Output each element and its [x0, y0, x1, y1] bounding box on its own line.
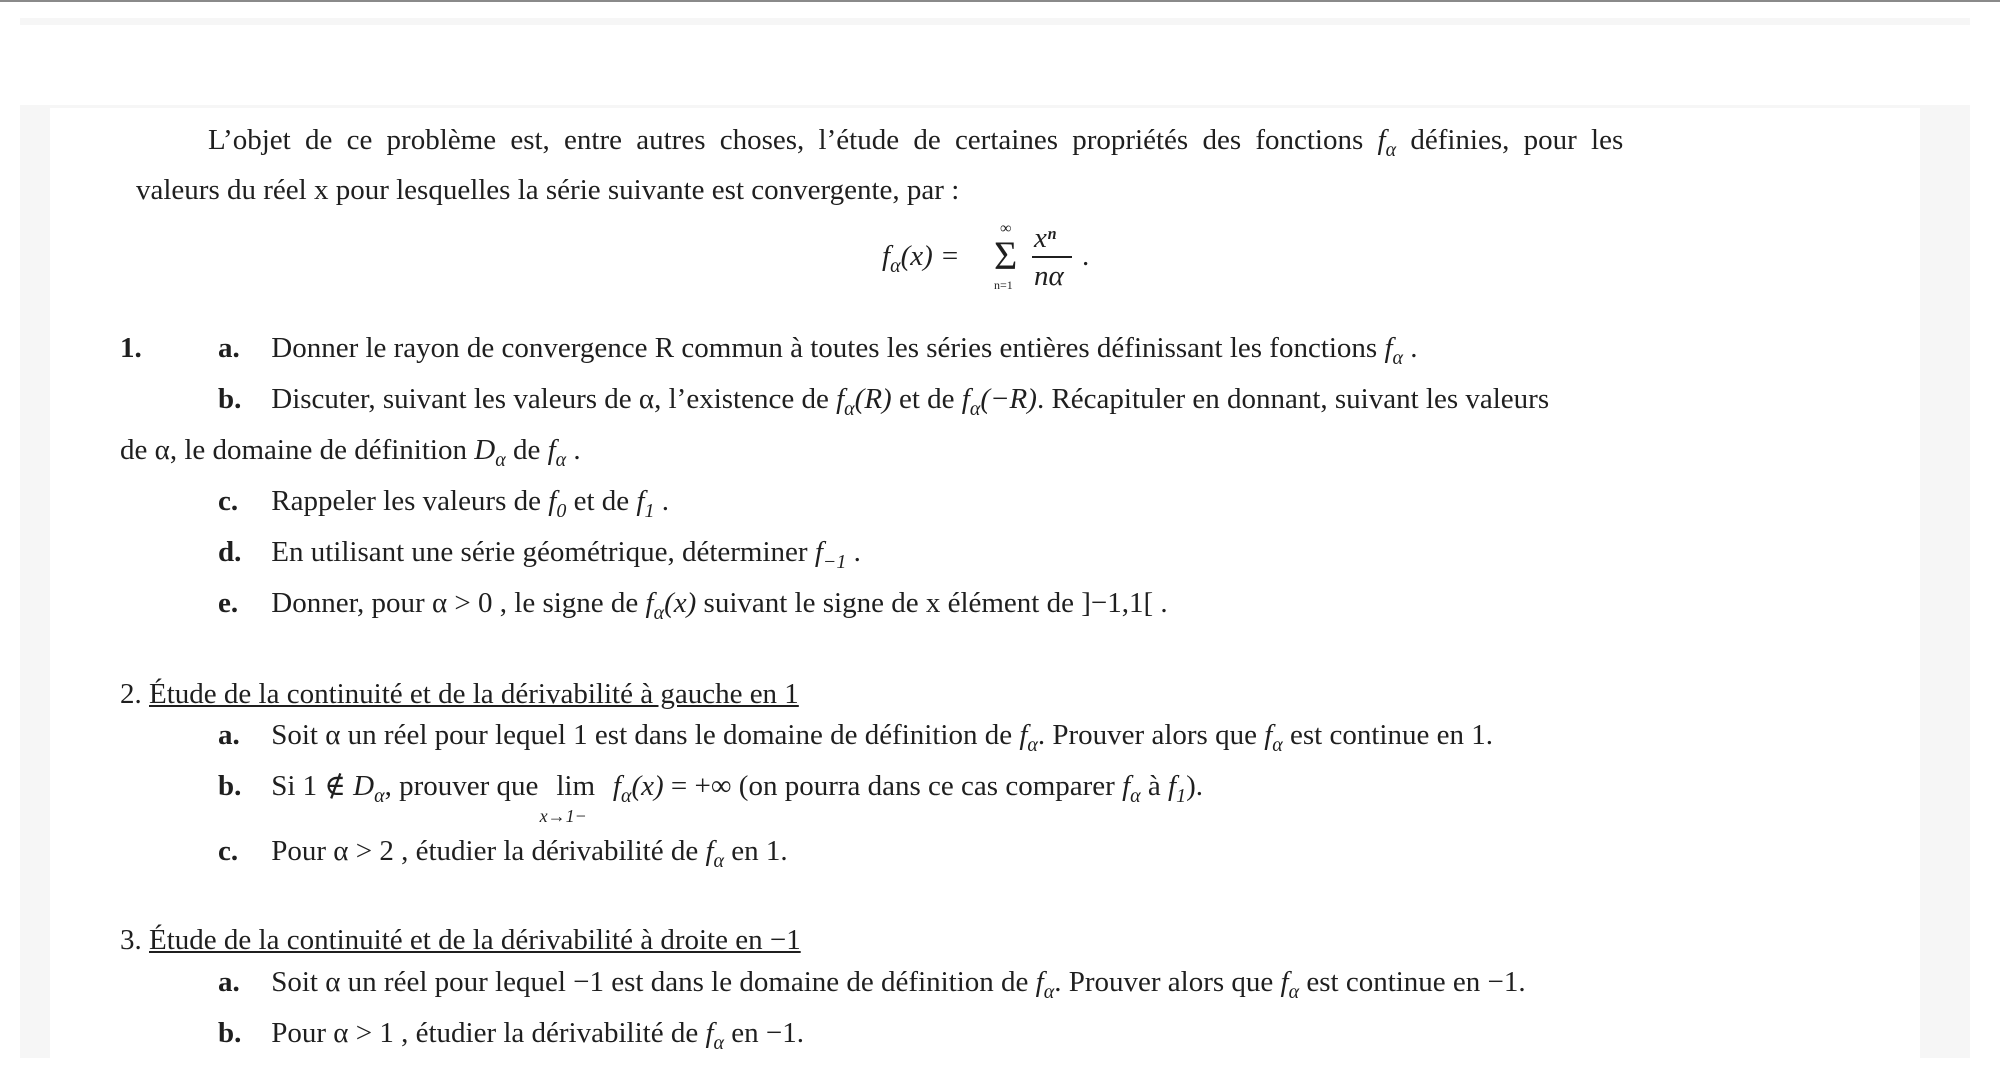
question-3a-text-1: Soit α un réel pour lequel −1 est dans le domaine de définition de	[271, 966, 1029, 998]
question-1b-text-3: . Récapituler en donnant, suivant les valeurs	[1036, 383, 1550, 415]
question-1b-continued: de α, le domaine de définition $D_\alpha$ de $f_\alpha$ .	[120, 434, 581, 471]
question-1b-text-2: et de	[898, 383, 955, 415]
item-label: b.	[218, 383, 242, 415]
question-1a: a. Donner le rayon de convergence R commun à toutes les séries entières définissant les fonctions $f_\alpha$ .	[218, 332, 1418, 369]
question-2b-text-1: Si 1 ∉	[271, 770, 346, 802]
scan-edge	[0, 0, 2000, 2]
question-2a-text-3: est continue en 1.	[1290, 719, 1493, 751]
limit-subscript: x→1−	[539, 806, 587, 826]
question-3a-text-2: . Prouver alors que	[1054, 966, 1274, 998]
question-1-number: 1.	[120, 332, 142, 364]
question-1c-text-2: et de	[573, 485, 630, 517]
question-1b	[218, 381, 1549, 427]
question-2-title	[120, 676, 799, 712]
question-3a	[218, 964, 1526, 1010]
question-2c-text-1: Pour α > 2 , étudier la dérivabilité de	[271, 835, 699, 867]
f-alpha-of-x: $f_\alpha(x)$	[612, 770, 664, 807]
question-2-heading: Étude de la continuité et de la dérivabilité à gauche en 1	[149, 678, 799, 710]
question-1b-text-1: Discuter, suivant les valeurs de α, l’existence de	[271, 383, 829, 415]
f-alpha-of-R: $f_\alpha(R)$	[836, 383, 892, 420]
f-alpha-symbol: $f_\alpha$	[547, 434, 567, 471]
formula-lhs: $f_\alpha(x)$ =	[882, 240, 960, 277]
intro-line-1	[208, 122, 1623, 168]
intro-text-a: L’objet de ce problème est, entre autres choses, l’étude de certaines propriétés des fonctions	[208, 124, 1364, 156]
sum-upper-bound: ∞	[1000, 220, 1012, 237]
f-alpha-symbol: $f_\alpha$	[1280, 966, 1300, 1003]
item-label: a.	[218, 966, 240, 998]
f-alpha-symbol: $f_\alpha$	[1035, 966, 1055, 1003]
question-3-number: 3.	[120, 924, 142, 956]
item-label: b.	[218, 770, 242, 802]
f-alpha-symbol: $f_\alpha$	[1384, 332, 1404, 369]
item-label: e.	[218, 587, 239, 619]
question-2b-text-4: à	[1147, 770, 1161, 802]
question-3b-text-1: Pour α > 1 , étudier la dérivabilité de	[271, 1017, 699, 1049]
sum-symbol: Σ	[994, 233, 1018, 278]
question-2b-text-2: , prouver que	[384, 770, 539, 802]
paper-top-area	[0, 25, 1990, 105]
series-formula: $f_\alpha(x)$ = ∞ Σ n=1 xⁿ nα .	[882, 220, 1090, 292]
f-one-symbol: $f_1$	[636, 485, 655, 522]
question-2b-text-3: = +∞ (on pourra dans ce cas comparer	[670, 770, 1115, 802]
question-1e-text-2: suivant le signe de x élément de ]−1,1[ .	[703, 587, 1168, 619]
question-2a-text-2: . Prouver alors que	[1037, 719, 1257, 751]
question-3b-text-2: en −1.	[731, 1017, 805, 1049]
question-1b-text-5: de	[512, 434, 541, 466]
fraction-bar	[1032, 256, 1072, 258]
question-1e-text-1: Donner, pour α > 0 , le signe de	[271, 587, 639, 619]
question-3-title	[120, 922, 801, 958]
question-3b	[218, 1015, 804, 1061]
item-label: c.	[218, 835, 239, 867]
question-1a-text: Donner le rayon de convergence R commun à toutes les séries entières définissant les fonctions	[271, 332, 1378, 364]
question-1c: c. Rappeler les valeurs de $f_0$ et de $f_1$ .	[218, 485, 669, 522]
f-alpha-of-minus-R: $f_\alpha(-R)$	[961, 383, 1037, 420]
item-label: b.	[218, 1017, 242, 1049]
f-alpha-symbol: $f_\alpha$	[1122, 770, 1141, 807]
f-alpha-symbol: $f_\alpha$	[1019, 719, 1038, 756]
limit-operator	[539, 768, 606, 826]
f-alpha-of-x: $f_\alpha(x)$	[645, 587, 697, 624]
question-2c-text-2: en 1.	[731, 835, 788, 867]
f-zero-symbol: $f_0$	[548, 485, 567, 522]
f-one-symbol: $f_1$	[1168, 770, 1187, 807]
f-alpha-symbol: $f_\alpha$	[705, 835, 725, 872]
question-3a-text-3: est continue en −1.	[1306, 966, 1526, 998]
f-minus-one-symbol: $f_{-1}$	[814, 536, 847, 573]
intro-text-c: valeurs du réel x pour lesquelles la série suivante est convergente, par :	[136, 174, 960, 206]
fraction-numerator: xⁿ	[1034, 222, 1057, 254]
item-label: c.	[218, 485, 239, 517]
question-1d: d. En utilisant une série géométrique, déterminer $f_{-1}$ .	[218, 536, 861, 573]
D-alpha-symbol: $D_\alpha$	[353, 770, 385, 807]
intro-text-b: définies, pour les	[1410, 124, 1624, 156]
item-label: d.	[218, 536, 242, 568]
item-label: a.	[218, 719, 240, 751]
question-2a	[218, 717, 1493, 763]
question-1c-text-1: Rappeler les valeurs de	[271, 485, 542, 517]
limit-word: lim	[556, 770, 595, 802]
question-2a-text-1: Soit α un réel pour lequel 1 est dans le domaine de définition de	[271, 719, 1013, 751]
intro-line-2	[136, 172, 959, 208]
question-2b-text-5: ).	[1186, 770, 1203, 802]
question-1b-text-4: de α, le domaine de définition	[120, 434, 467, 466]
question-1e	[218, 585, 1168, 631]
sum-lower-bound: n=1	[994, 278, 1013, 292]
item-label: a.	[218, 332, 240, 364]
question-1d-text: En utilisant une série géométrique, déterminer	[271, 536, 808, 568]
question-2-number: 2.	[120, 678, 142, 710]
fraction-denominator: nα	[1034, 260, 1064, 292]
D-alpha-symbol: $D_\alpha$	[474, 434, 506, 471]
f-alpha-symbol: $f_\alpha$	[1264, 719, 1283, 756]
question-2b	[218, 768, 1203, 826]
f-alpha-symbol: $f_\alpha$	[705, 1017, 725, 1054]
question-2c	[218, 833, 788, 879]
question-3-heading: Étude de la continuité et de la dérivabilité à droite en −1	[149, 924, 801, 956]
f-alpha-symbol: $f_\alpha$	[1377, 124, 1397, 161]
